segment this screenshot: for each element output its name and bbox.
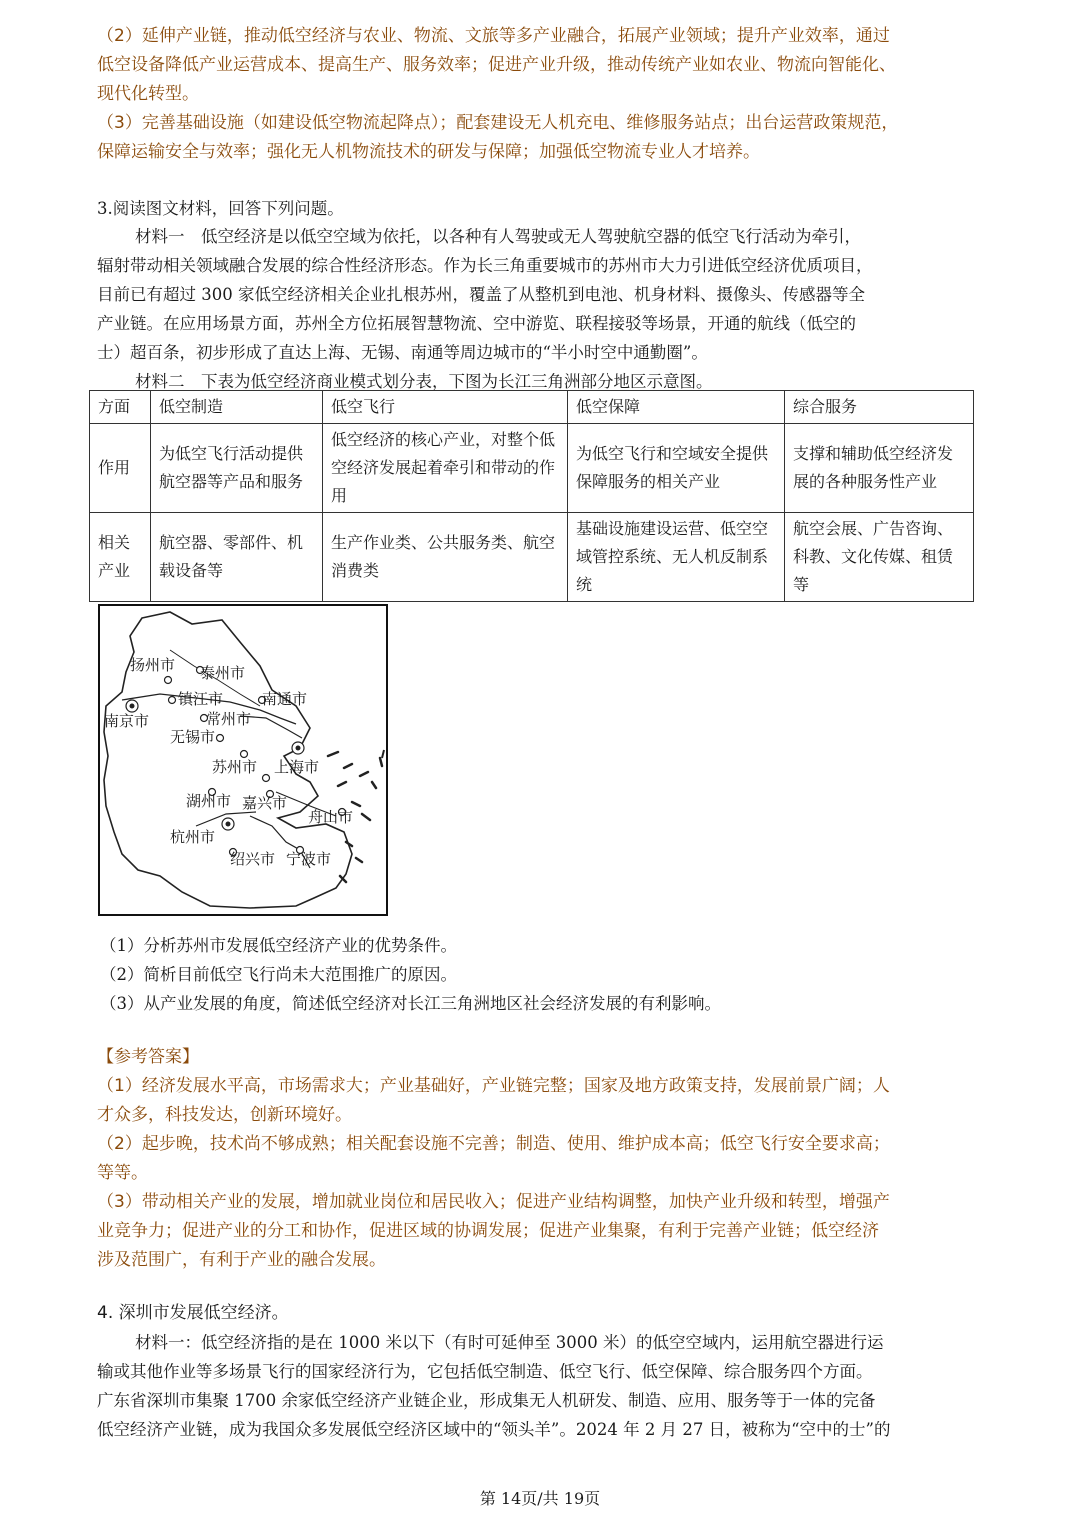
- answer-line: （1）经济发展水平高，市场需求大；产业基础好，产业链完整；国家及地方政策支持，发展前景广阔；人: [97, 1076, 890, 1096]
- previous-answer-block: [97, 22, 985, 167]
- sub-question: （1）分析苏州市发展低空经济产业的优势条件。: [100, 936, 457, 955]
- material-line: 材料一：低空经济指的是在 1000 米以下（有时可延伸至 3000 米）的低空空域内，运用航空器进行运: [135, 1333, 884, 1352]
- answer-title: 【参考答案】: [97, 1047, 199, 1067]
- table-cell: 低空经济的核心产业，对整个低空经济发展起着牵引和带动的作用: [323, 424, 568, 513]
- question-title: 4. 深圳市发展低空经济。: [97, 1303, 289, 1323]
- table-row: [90, 513, 974, 602]
- answer-line: （3）完善基础设施（如建设低空物流起降点）；配套建设无人机充电、维修服务站点；出台运营政策规范，: [97, 113, 899, 133]
- table-cell: 为低空飞行和空域安全提供保障服务的相关产业: [568, 424, 785, 513]
- city-label-wuxi: 无锡市: [170, 728, 216, 746]
- material-line: 输或其他作业等多场景飞行的国家经济行为，它包括低空制造、低空飞行、低空保障、综合服务四个方面。: [97, 1362, 873, 1381]
- answer-3-block: [97, 1043, 985, 1275]
- material-1: [97, 222, 985, 396]
- city-label-jiaxing: 嘉兴市: [242, 794, 288, 812]
- yangtze-delta-map: [98, 604, 388, 916]
- answer-line: 等等。: [97, 1163, 148, 1183]
- page-footer: 第 14页/共 19页: [479, 1489, 601, 1508]
- city-label-zhenjiang: 镇江市: [178, 690, 224, 708]
- sub-questions: [100, 931, 988, 1018]
- material-line: 低空经济产业链，成为我国众多发展低空经济区域中的“领头羊”。2024 年 2 月 27 日，被称为“空中的士”的: [97, 1420, 891, 1439]
- city-label-nanjing: 南京市: [104, 712, 150, 730]
- sub-question: （3）从产业发展的角度，简述低空经济对长江三角洲地区社会经济发展的有利影响。: [100, 994, 721, 1013]
- answer-line: （2）起步晚，技术尚不够成熟；相关配套设施不完善；制造、使用、维护成本高；低空飞行安全要求高；: [97, 1134, 890, 1154]
- answer-line: （3）带动相关产业的发展，增加就业岗位和居民收入；促进产业结构调整，加快产业升级和转型，增强产: [97, 1192, 890, 1212]
- sub-question: （2）简析目前低空飞行尚未大范围推广的原因。: [100, 965, 457, 984]
- city-label-hangzhou: 杭州市: [170, 828, 216, 846]
- city-label-shanghai: 上海市: [274, 758, 320, 776]
- answer-line: 低空设备降低产业运营成本、提高生产、服务效率；促进产业升级，推动传统产业如农业、物流向智能化、: [97, 55, 896, 75]
- material-line: 目前已有超过 300 家低空经济相关企业扎根苏州，覆盖了从整机到电池、机身材料、摄像头、传感器等全: [97, 285, 865, 304]
- table-row: [90, 424, 974, 513]
- city-label-shaoxing: 绍兴市: [230, 850, 276, 868]
- table-cell: 低空制造: [151, 391, 323, 424]
- table-cell: 综合服务: [785, 391, 974, 424]
- answer-line: 保障运输安全与效率；强化无人机物流技术的研发与保障；加强低空物流专业人才培养。: [97, 142, 760, 162]
- city-label-zhoushan: 舟山市: [308, 808, 354, 826]
- answer-line: 现代化转型。: [97, 84, 199, 104]
- table-cell: 为低空飞行活动提供航空器等产品和服务: [151, 424, 323, 513]
- question-4-material: [97, 1328, 985, 1444]
- city-label-changzhou: 常州市: [206, 710, 252, 728]
- table-cell: 基础设施建设运营、低空空域管控系统、无人机反制系统: [568, 513, 785, 602]
- question-4-title: [97, 1299, 985, 1328]
- table-cell: 低空飞行: [323, 391, 568, 424]
- table-cell: 支撑和辅助低空经济发展的各种服务性产业: [785, 424, 974, 513]
- city-label-nantong: 南通市: [262, 690, 308, 708]
- city-label-taizhou: 泰州市: [200, 664, 246, 682]
- city-label-ningbo: 宁波市: [286, 850, 332, 868]
- table-cell: 低空保障: [568, 391, 785, 424]
- city-label-huzhou: 湖州市: [186, 792, 232, 810]
- material-line: 广东省深圳市集聚 1700 余家低空经济产业链企业，形成集无人机研发、制造、应用、服务等于一体的完备: [97, 1391, 876, 1410]
- answer-line: （2）延伸产业链，推动低空经济与农业、物流、文旅等多产业融合，拓展产业领域；提升产业效率，通过: [97, 26, 890, 46]
- table-cell: 相关产业: [90, 513, 151, 602]
- table-cell: 作用: [90, 424, 151, 513]
- table-header-row: [90, 391, 974, 424]
- business-model-table: [89, 390, 974, 602]
- city-label-yangzhou: 扬州市: [130, 656, 176, 674]
- city-label-suzhou: 苏州市: [212, 758, 258, 776]
- material-2-line: 材料二 下表为低空经济商业模式划分表，下图为长江三角洲部分地区示意图。: [135, 372, 713, 391]
- material-line: 产业链。在应用场景方面，苏州全方位拓展智慧物流、空中游览、联程接驳等场景，开通的航线（低空的: [97, 314, 856, 333]
- answer-line: 业竞争力；促进产业的分工和协作，促进区域的协调发展；促进产业集聚，有利于完善产业链；低空经济: [97, 1221, 879, 1241]
- question-title: 3.阅读图文材料，回答下列问题。: [97, 199, 344, 218]
- question-3-title: [97, 194, 985, 223]
- table-cell: 方面: [90, 391, 151, 424]
- table-cell: 生产作业类、公共服务类、航空消费类: [323, 513, 568, 602]
- material-line: 士）超百条，初步形成了直达上海、无锡、南通等周边城市的“半小时空中通勤圈”。: [97, 343, 708, 362]
- answer-line: 涉及范围广，有利于产业的融合发展。: [97, 1250, 386, 1270]
- material-line: 材料一 低空经济是以低空空域为依托，以各种有人驾驶或无人驾驶航空器的低空飞行活动为牵引，: [135, 227, 861, 246]
- answer-line: 才众多，科技发达，创新环境好。: [97, 1105, 352, 1125]
- table-cell: 航空会展、广告咨询、科教、文化传媒、租赁等: [785, 513, 974, 602]
- table-cell: 航空器、零部件、机载设备等: [151, 513, 323, 602]
- material-line: 辐射带动相关领域融合发展的综合性经济形态。作为长三角重要城市的苏州市大力引进低空经济优质项目，: [97, 256, 873, 275]
